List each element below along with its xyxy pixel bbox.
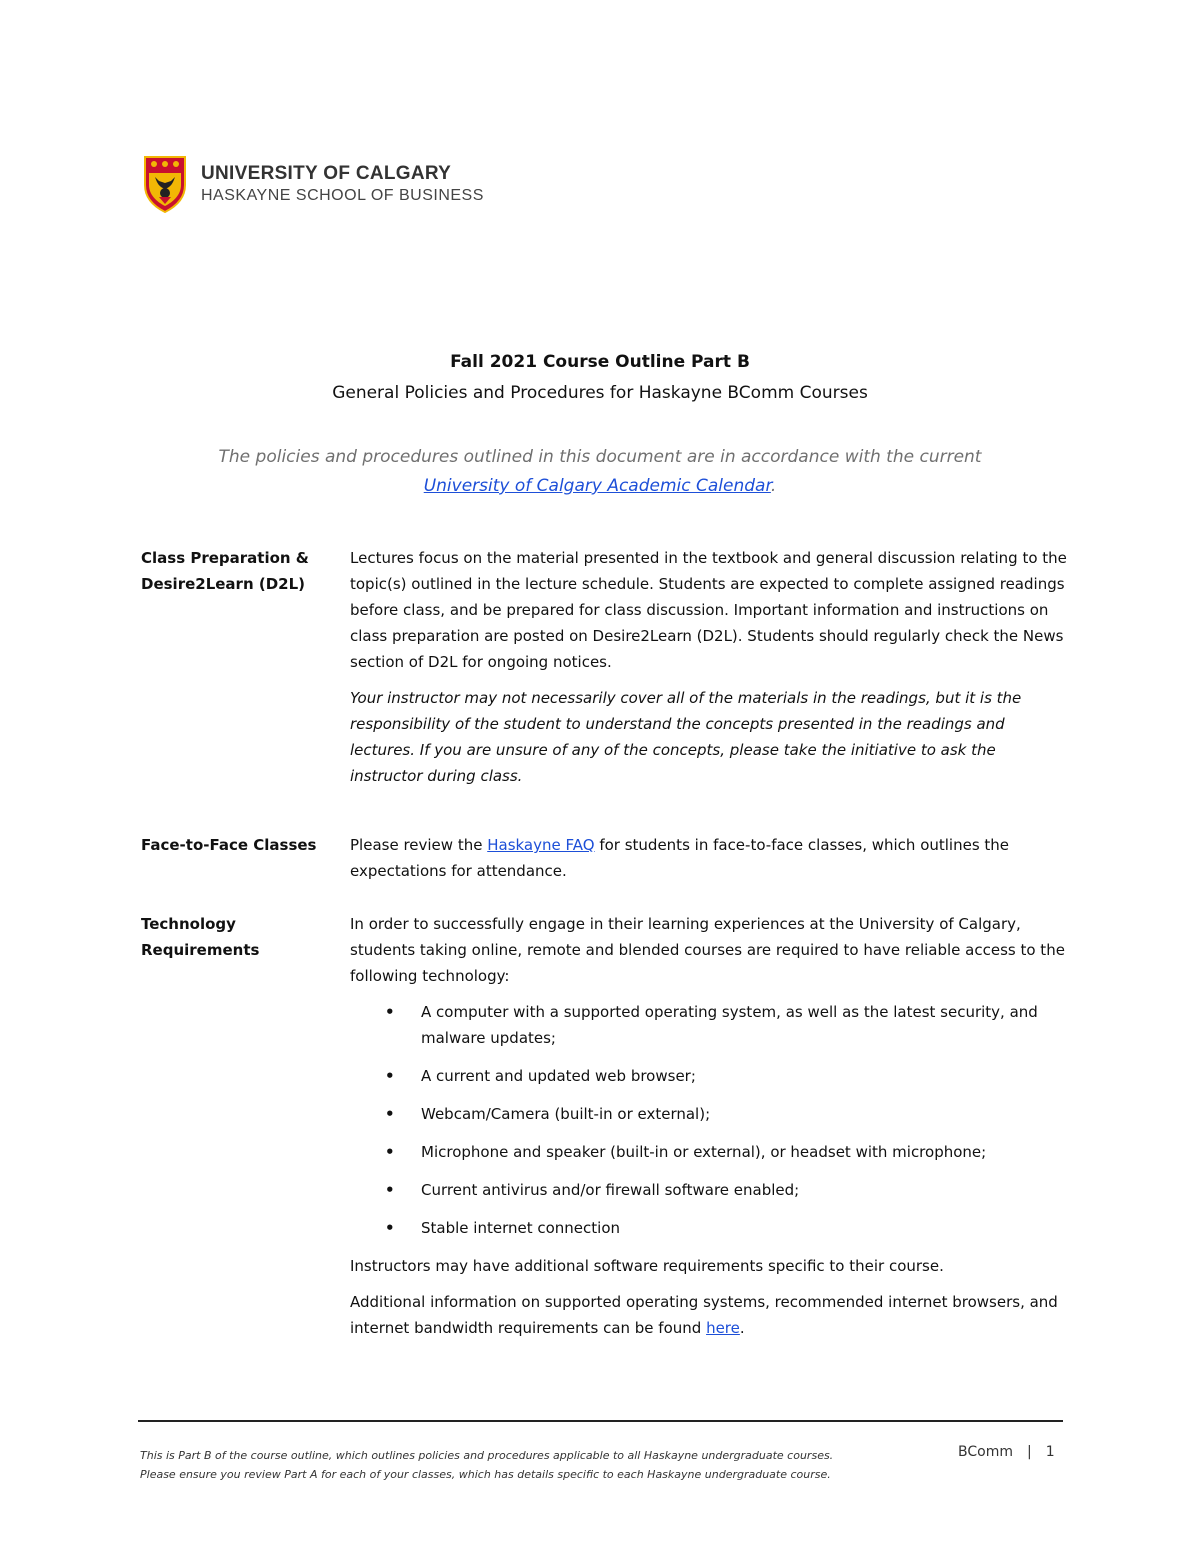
footer-page-info: [958, 1444, 1063, 1460]
footer-note-line1: This is Part B of the course outline, which outlines policies and procedures applicable to all Haskayne undergraduate courses.: [140, 1449, 834, 1462]
list-item-text: A computer with a supported operating system, as well as the latest security, and malware updates;: [421, 1003, 1038, 1047]
bullet-icon: •: [385, 1003, 395, 1021]
list-item: [350, 1139, 1071, 1165]
haskayne-faq-link[interactable]: Haskayne FAQ: [487, 836, 595, 854]
bullet-icon: •: [385, 1143, 395, 1161]
intro-text: The policies and procedures outlined in this document are in accordance with the current: [218, 447, 982, 467]
section-label-class-preparation: Class Preparation & Desire2Learn (D2L): [141, 549, 309, 593]
footer-note: [140, 1446, 940, 1484]
logo-school-name: HASKAYNE SCHOOL OF BUSINESS: [201, 187, 484, 204]
list-item-text: Microphone and speaker (built-in or external), or headset with microphone;: [421, 1143, 987, 1161]
list-item: [350, 1177, 1071, 1203]
intro-statement: [0, 443, 1200, 501]
list-item-text: A current and updated web browser;: [421, 1067, 696, 1085]
list-item: [350, 1063, 1071, 1089]
list-item: [350, 1215, 1071, 1241]
face-to-face-pre: Please review the: [350, 836, 488, 854]
university-crest-icon: [143, 155, 187, 213]
technology-intro: In order to successfully engage in their learning experiences at the University of Calgary, students taking online, remote and blended courses are required to have reliable access to the following technology:: [350, 915, 1065, 985]
class-preparation-paragraph: Lectures focus on the material presented in the textbook and general discussion relating to the topic(s) outlined in the lecture schedule. Students are expected to complete assigned readings before class, and be prepared for class discussion. Important information and instructions on class preparation are posted on Desire2Learn (D2L). Students should regularly check the News section of D2L for ongoing notices.: [350, 549, 1067, 671]
footer-note-line2: Please ensure you review Part A for each of your classes, which has details specific to each Haskayne undergraduate course.: [140, 1468, 831, 1481]
class-preparation-note: Your instructor may not necessarily cover all of the materials in the readings, but it is the responsibility of the student to understand the concepts presented in the readings and lectures. If you are unsure of any of the concepts, please take the initiative to ask the instructor during class.: [350, 689, 1022, 785]
technology-software-note: Instructors may have additional software requirements specific to their course.: [350, 1257, 944, 1275]
bullet-icon: •: [385, 1181, 395, 1199]
bullet-icon: •: [385, 1219, 395, 1237]
document-subtitle: General Policies and Procedures for Haskayne BComm Courses: [332, 383, 868, 403]
academic-calendar-link[interactable]: University of Calgary Academic Calendar: [423, 476, 771, 496]
logo-university-name: UNIVERSITY OF CALGARY: [201, 163, 452, 184]
section-label-face-to-face: Face-to-Face Classes: [141, 836, 317, 854]
face-to-face-paragraph: [350, 832, 1071, 884]
face-to-face-post: for students in face-to-face classes, which outlines the expectations for attendance.: [350, 836, 1010, 880]
bullet-icon: •: [385, 1105, 395, 1123]
section-label-technology: Technology Requirements: [141, 915, 260, 959]
list-item-text: Current antivirus and/or firewall software enabled;: [421, 1181, 800, 1199]
additional-info-post: .: [739, 1319, 745, 1337]
footer-program: BComm: [958, 1444, 1013, 1460]
document-title: Fall 2021 Course Outline Part B: [450, 352, 750, 372]
additional-info-pre: Additional information on supported operating systems, recommended internet browsers, and internet bandwidth requirements can be found: [350, 1293, 1058, 1337]
technology-additional-info: [350, 1289, 1071, 1341]
technology-list: [350, 999, 1071, 1241]
list-item: [350, 999, 1071, 1051]
list-item-text: Stable internet connection: [421, 1219, 620, 1237]
list-item-text: Webcam/Camera (built-in or external);: [421, 1105, 711, 1123]
intro-end: .: [770, 476, 777, 496]
list-item: [350, 1101, 1071, 1127]
university-logo: [143, 155, 484, 213]
bullet-icon: •: [385, 1067, 395, 1085]
page-number: 1: [1045, 1444, 1055, 1460]
here-link[interactable]: here: [706, 1319, 740, 1337]
footer-separator: |: [1026, 1444, 1032, 1460]
footer-divider: [138, 1420, 1063, 1422]
